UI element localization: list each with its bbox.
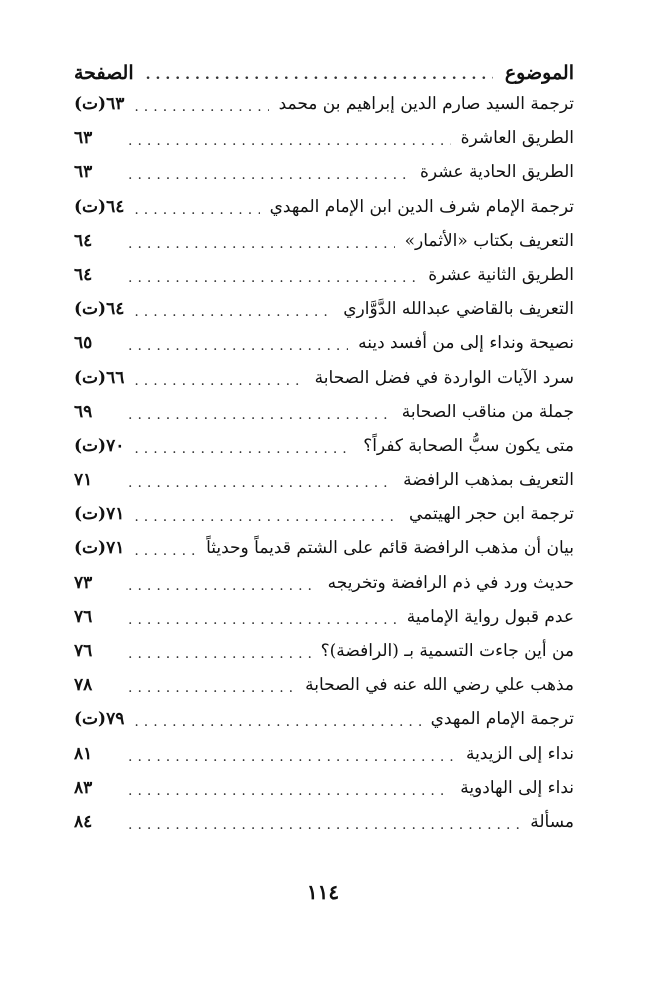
entry-title: مذهب علي رضي الله عنه في الصحابة <box>305 675 574 696</box>
leader-dots <box>134 373 304 387</box>
entry-page: ٦٣ <box>74 128 93 149</box>
entry-page: ٨١ <box>74 743 93 764</box>
leader-dots <box>128 167 410 181</box>
entry-page: ٦٩ <box>74 401 93 422</box>
entry-page: ٧٣ <box>74 572 93 593</box>
entry-title: جملة من مناقب الصحابة <box>401 401 574 422</box>
toc-entry <box>74 538 574 572</box>
entry-title: الطريق الحادية عشرة <box>419 162 574 183</box>
toc-entry <box>74 368 574 402</box>
leader-dots <box>128 749 456 763</box>
entry-title: ترجمة ابن حجر الهيتمي <box>408 504 574 525</box>
leader-dots <box>128 338 348 352</box>
leader-dots <box>128 817 520 831</box>
entry-page: ٦٤(ت) <box>74 299 125 320</box>
leader-dots <box>128 236 395 250</box>
page-column-heading: الصفحة <box>74 62 134 84</box>
entry-title: نداء إلى الهادوية <box>460 777 574 798</box>
entry-page: ٧٩(ت) <box>74 709 125 730</box>
entry-page: ٦٣ <box>74 162 93 183</box>
leader-dots <box>146 67 493 81</box>
leader-dots <box>134 441 353 455</box>
toc-entry <box>74 641 574 675</box>
toc-entry <box>74 573 574 607</box>
leader-dots <box>134 509 399 523</box>
leader-dots <box>128 646 311 660</box>
entry-page: ٧٦ <box>74 641 93 661</box>
toc-entry <box>74 607 574 641</box>
leader-dots <box>128 475 393 489</box>
entry-title: الطريق الثانية عشرة <box>428 264 574 285</box>
toc-entry <box>74 94 574 128</box>
toc-entry <box>74 402 574 436</box>
entry-title: التعريف بمذهب الرافضة <box>403 470 574 491</box>
toc-entry <box>74 744 574 778</box>
leader-dots <box>128 133 451 147</box>
entry-page: ٨٤ <box>74 811 93 832</box>
leader-dots <box>128 783 450 797</box>
toc-entry <box>74 778 574 812</box>
leader-dots <box>134 202 259 216</box>
entry-title: متى يكون سبُّ الصحابة كفراً؟ <box>363 435 574 456</box>
entry-title: ترجمة الإمام المهدي <box>430 709 574 730</box>
entry-title: ترجمة السيد صارم الدين إبراهيم بن محمد <box>278 94 574 114</box>
leader-dots <box>134 304 333 318</box>
leader-dots <box>128 612 397 626</box>
entry-page: ٦٦(ت) <box>74 367 125 388</box>
entry-title: عدم قبول رواية الإمامية <box>406 606 574 627</box>
entry-page: ٧١ <box>74 470 93 491</box>
entry-page: ٦٣(ت) <box>74 94 125 114</box>
entry-title: سرد الآيات الواردة في فضل الصحابة <box>314 367 574 388</box>
toc-entry <box>74 128 574 162</box>
toc-entry <box>74 812 574 846</box>
entry-page: ٧٠(ت) <box>74 435 125 456</box>
leader-dots <box>128 578 318 592</box>
entry-title: الطريق العاشرة <box>460 128 574 149</box>
entry-title: من أين جاءت التسمية بـ (الرافضة)؟ <box>320 641 574 661</box>
entry-title: نصيحة ونداء إلى من أفسد دينه <box>358 333 574 354</box>
leader-dots <box>128 680 295 694</box>
toc-entry <box>74 265 574 299</box>
leader-dots <box>128 270 418 284</box>
entry-title: حديث ورد في ذم الرافضة وتخريجه <box>327 572 574 593</box>
topic-column-heading: الموضوع <box>504 62 574 84</box>
entry-page: ٧١(ت) <box>74 538 125 559</box>
table-of-contents <box>74 62 574 846</box>
entry-title: التعريف بكتاب «الأثمار» <box>404 230 574 251</box>
entry-title: نداء إلى الزيدية <box>465 743 574 764</box>
page-number: ١١٤ <box>306 880 340 904</box>
entry-page: ٦٥ <box>74 333 93 354</box>
entry-page: ٦٤ <box>74 264 93 285</box>
toc-entry <box>74 504 574 538</box>
leader-dots <box>134 99 268 113</box>
toc-entry <box>74 470 574 504</box>
entry-title: مسألة <box>530 811 574 832</box>
leader-dots <box>128 407 392 421</box>
toc-header <box>74 62 574 94</box>
toc-entry <box>74 231 574 265</box>
entry-page: ٧١(ت) <box>74 504 125 525</box>
entry-title: بيان أن مذهب الرافضة قائم على الشتم قديماً وحديثاً <box>206 538 574 559</box>
toc-entry <box>74 299 574 333</box>
entry-title: التعريف بالقاضي عبدالله الدَّوَّاري <box>343 299 574 320</box>
toc-entry <box>74 197 574 231</box>
entry-page: ٦٤(ت) <box>74 196 125 217</box>
leader-dots <box>134 543 196 557</box>
leader-dots <box>134 714 420 728</box>
entry-title: ترجمة الإمام شرف الدين ابن الإمام المهدي <box>269 196 574 217</box>
toc-entry <box>74 162 574 196</box>
entry-page: ٨٣ <box>74 777 93 798</box>
toc-entry <box>74 709 574 743</box>
toc-entry <box>74 436 574 470</box>
toc-entry <box>74 333 574 367</box>
entry-page: ٦٤ <box>74 230 93 251</box>
toc-entry <box>74 675 574 709</box>
entry-page: ٧٨ <box>74 675 93 696</box>
entry-page: ٧٦ <box>74 606 93 627</box>
